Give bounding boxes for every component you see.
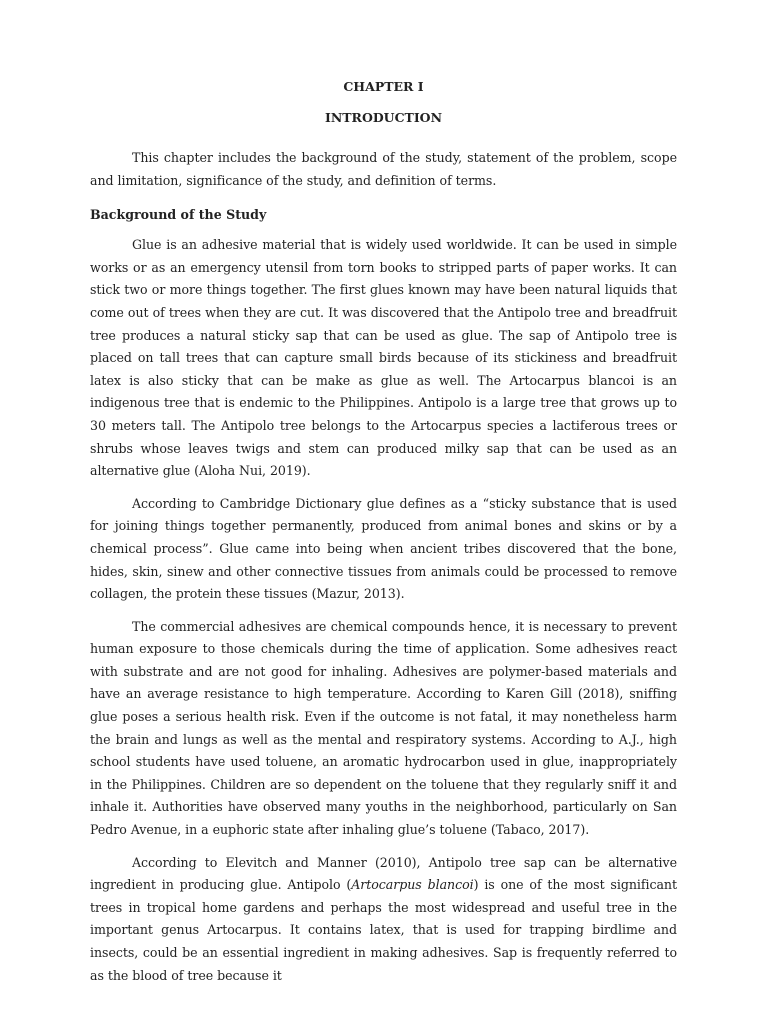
document-page — [90, 78, 677, 987]
chapter-number: CHAPTER I — [343, 79, 424, 94]
scientific-name: Artocarpus blancoi — [351, 877, 474, 893]
body-paragraph: The commercial adhesives are chemical compounds hence, it is necessary to prevent human exposure to those chemicals during the time of application. Some adhesives react with substrate and are not good for inhaling. Adhesives are polymer-based materials and have an average resistance to high temperature. According to Karen Gill (2018), sniffing glue poses a serious health risk. Even if the outcome is not fatal, it may nonetheless harm the brain and lungs as well as the mental and respiratory systems. According to A.J., high school students have used toluene, an aromatic hydrocarbon used in glue, inappropriately in the Philippines. Children are so dependent on the toluene that they regularly sniff it and inhale it. Authorities have observed many youths in the neighborhood, particularly on San Pedro Avenue, in a euphoric state after inhaling glue’s toluene (Tabaco, 2017). — [90, 618, 677, 838]
body-paragraph: Glue is an adhesive material that is widely used worldwide. It can be used in simple works or as an emergency utensil from torn books to stripped parts of paper works. It can stick two or more things together. The first glues known may have been natural liquids that come out of trees when they are cut. It was discovered that the Antipolo tree and breadfruit tree produces a natural sticky sap that can be used as glue. The sap of Antipolo tree is placed on tall trees that can capture small birds because of its stickiness and breadfruit latex is also sticky that can be make as glue as well. The Artocarpus blancoi is an indigenous tree that is endemic to the Philippines. Antipolo is a large tree that grows up to 30 meters tall. The Antipolo tree belongs to the Artocarpus species a lactiferous trees or shrubs whose leaves twigs and stem can produced milky sap that can be used as an alternative glue (Aloha Nui, 2019). — [90, 237, 677, 479]
section-heading: Background of the Study — [90, 207, 267, 223]
text-run: According to Elevitch and Manner (2010), Antipolo tree sap can be alternative ingredient in producing glue. Antipolo ( — [90, 854, 677, 893]
text-run: ) is one of the most significant trees in tropical home gardens and perhaps the most widespread and useful tree in the important genus Artocarpus. It contains latex, that is used for trapping birdlime and insects, could be an essential ingredient in making adhesives. Sap is frequently referred to as the blood of tree because it — [90, 877, 677, 983]
body-paragraph: According to Cambridge Dictionary glue defines as a “sticky substance that is used for joining things together permanently, produced from animal bones and skins or by a chemical process”. Glue came into being when ancient tribes discovered that the bone, hides, skin, sinew and other connective tissues from animals could be processed to remove collagen, the protein these tissues (Mazur, 2013). — [90, 495, 677, 602]
chapter-title: INTRODUCTION — [324, 110, 442, 125]
intro-paragraph: This chapter includes the background of the study, statement of the problem, scope and limitation, significance of the study, and definition of terms. — [90, 150, 677, 188]
body-paragraph-last — [90, 852, 677, 988]
